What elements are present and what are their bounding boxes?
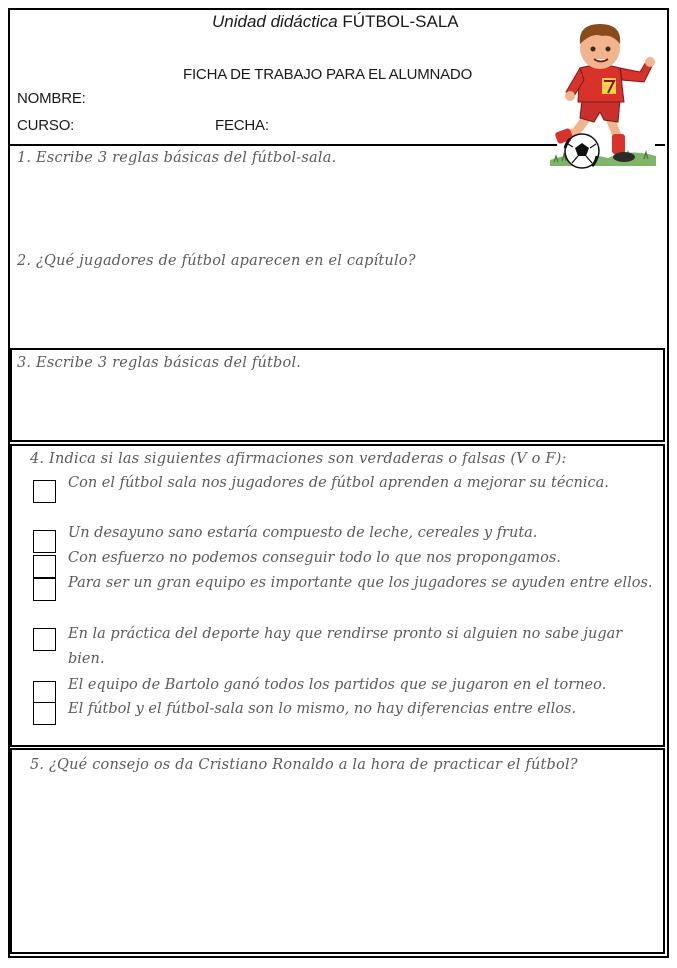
answer-checkbox-5[interactable] [33,628,56,651]
date-label: FECHA: [215,117,269,134]
statement-3: Con esfuerzo no podemos conseguir todo lo que nos propongamos. [68,550,561,566]
unit-title-label: Unidad didáctica [212,12,343,31]
statement-1: Con el fútbol sala nos jugadores de fútbol aprenden a mejorar su técnica. [68,475,609,491]
answer-checkbox-6[interactable] [33,681,56,704]
statement-7: El fútbol y el fútbol-sala son lo mismo, no hay diferencias entre ellos. [68,701,577,717]
question-5: 5. ¿Qué consejo os da Cristiano Ronaldo a la hora de practicar el fútbol? [30,757,578,773]
question-3: 3. Escribe 3 reglas básicas del fútbol. [17,355,302,371]
name-label: NOMBRE: [17,90,86,107]
course-label: CURSO: [17,117,75,134]
worksheet-subtitle: FICHA DE TRABAJO PARA EL ALUMNADO [183,66,473,83]
question-2: 2. ¿Qué jugadores de fútbol aparecen en el capítulo? [17,253,416,269]
unit-title-topic: FÚTBOL-SALA [342,12,459,31]
football-player-icon [548,20,660,172]
question-5-box [10,748,665,954]
answer-checkbox-2[interactable] [33,530,56,553]
answer-checkbox-7[interactable] [33,702,56,725]
statement-2: Un desayuno sano estaría compuesto de leche, cereales y fruta. [68,525,538,541]
question-1: 1. Escribe 3 reglas básicas del fútbol-sala. [17,150,337,166]
answer-checkbox-4[interactable] [33,578,56,601]
unit-title [212,12,459,32]
question-4: 4. Indica si las siguientes afirmaciones son verdaderas o falsas (V o F): [30,451,567,467]
statement-4: Para ser un gran equipo es importante que los jugadores se ayuden entre ellos. [68,575,653,591]
answer-checkbox-1[interactable] [33,480,56,503]
header-divider [10,144,557,146]
statement-6: El equipo de Bartolo ganó todos los partidos que se jugaron en el torneo. [68,677,607,693]
statement-5: En la práctica del deporte hay que rendirse pronto si alguien no sabe jugar bien. [68,626,623,667]
answer-checkbox-3[interactable] [33,555,56,578]
